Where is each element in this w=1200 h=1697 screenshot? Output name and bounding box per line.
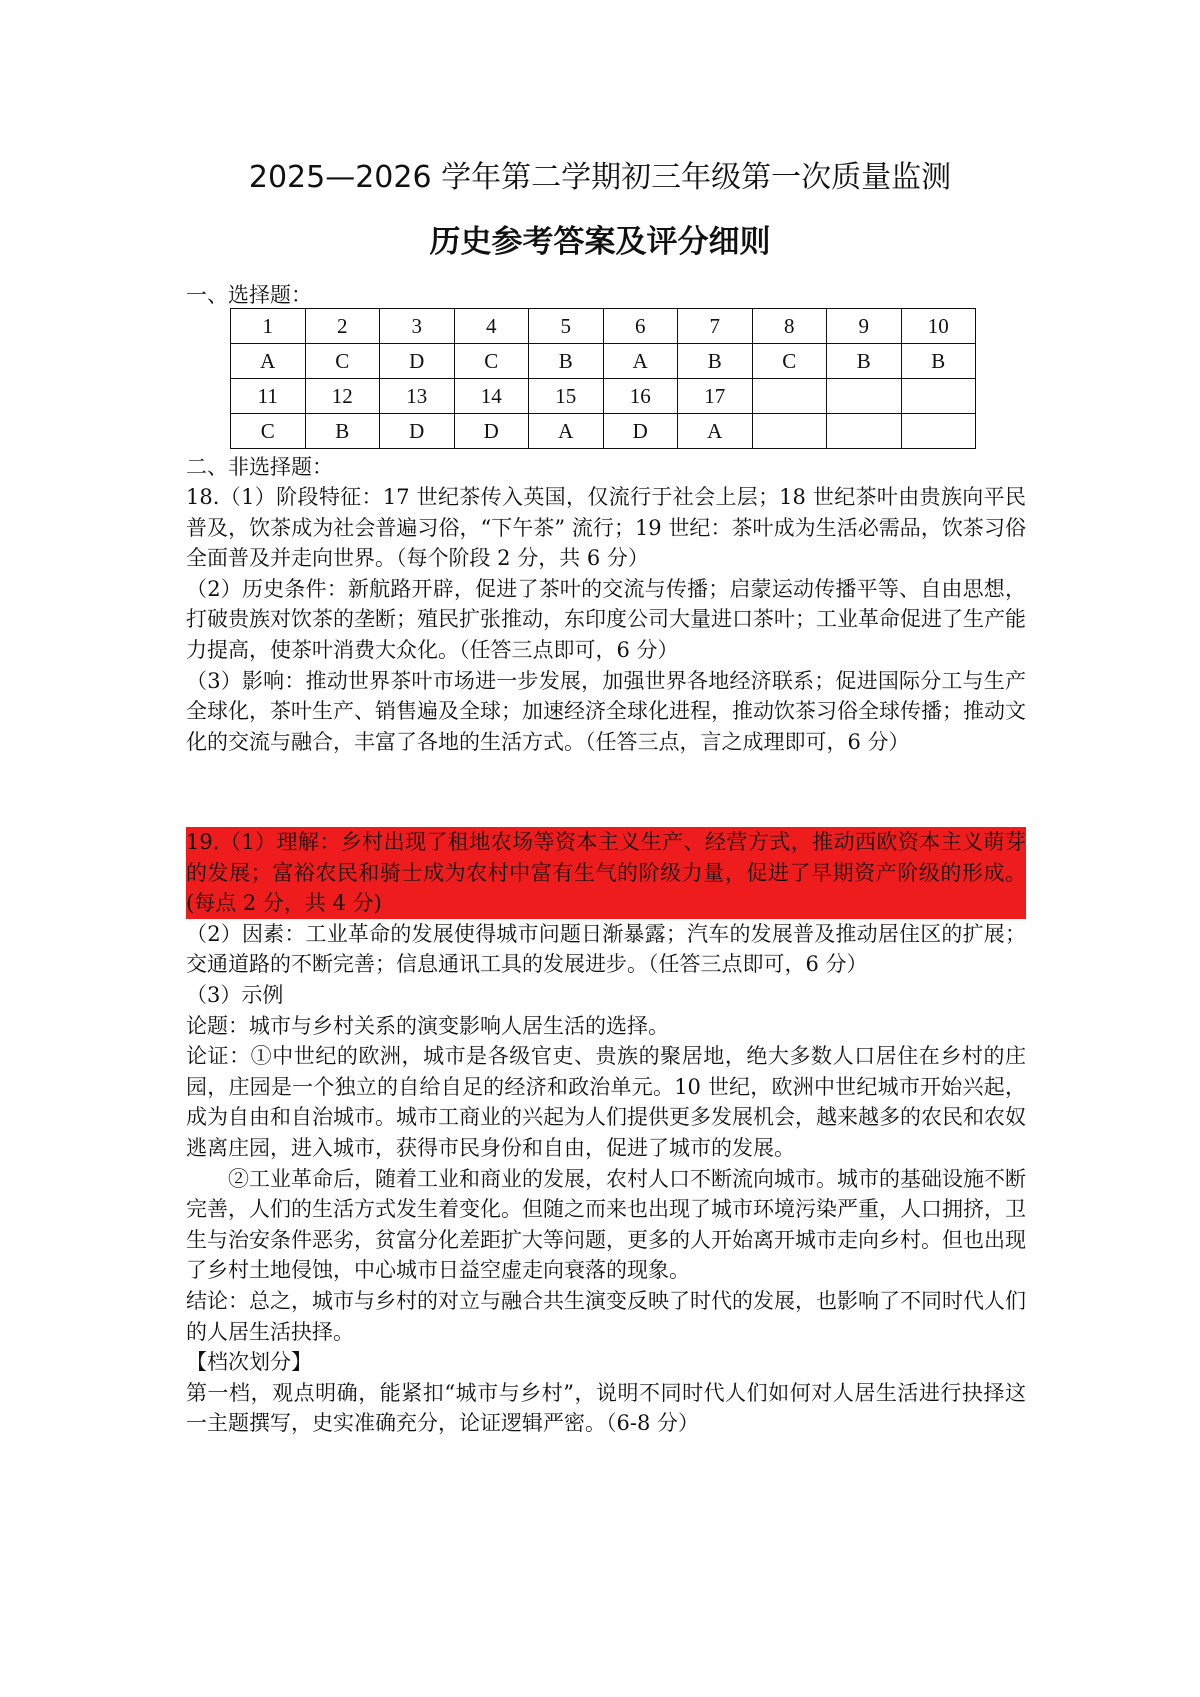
answer-table-cell: 1: [231, 309, 306, 344]
q19-grading-heading: 【档次划分】: [186, 1350, 312, 1375]
page-subtitle: 历史参考答案及评分细则: [429, 224, 771, 260]
q19-part2: （2）因素：工业革命的发展使得城市问题日渐暴露；汽车的发展普及推动居住区的扩展；交通道路的不断完善；信息通讯工具的发展进步。（任答三点即可，6 分）: [186, 921, 1026, 977]
question-19-answer: [186, 827, 1026, 1439]
question-18-answer: [186, 482, 1026, 757]
q19-argument-1: 论证：①中世纪的欧洲，城市是各级官吏、贵族的聚居地，绝大多数人口居住在乡村的庄园，庄园是一个独立的自给自足的经济和政治单元。10 世纪，欧洲中世纪城市开始兴起，成为自由和自治城市。城市工商业的兴起为人们提供更多发展机会，越来越多的农民和农奴逃离庄园，进入城市，获得市民身份和自由，促进了城市的发展。: [186, 1044, 1026, 1160]
answer-table-cell: C: [752, 344, 827, 379]
answer-table-cell: 9: [827, 309, 902, 344]
answer-table-cell: A: [678, 414, 753, 449]
answer-table-cell: B: [305, 414, 380, 449]
answer-table-number-row: [231, 309, 976, 344]
answer-table-cell: D: [454, 414, 529, 449]
answer-table-cell: B: [529, 344, 604, 379]
answer-table-cell: A: [231, 344, 306, 379]
q18-part2: （2）历史条件：新航路开辟，促进了茶叶的交流与传播；启蒙运动传播平等、自由思想，打破贵族对饮茶的垄断；殖民扩张推动，东印度公司大量进口茶叶；工业革命促进了生产能力提高，使茶叶消费大众化。（任答三点即可，6 分）: [186, 576, 1026, 662]
answer-table-cell: D: [603, 414, 678, 449]
section-heading-nonchoice: 二、非选择题：: [186, 455, 333, 479]
answer-table-cell: [827, 379, 902, 414]
answer-table-cell: A: [529, 414, 604, 449]
answer-table-cell: 17: [678, 379, 753, 414]
answer-table-cell: B: [678, 344, 753, 379]
answer-table-cell: 2: [305, 309, 380, 344]
q19-conclusion: 结论：总之，城市与乡村的对立与融合共生演变反映了时代的发展，也影响了不同时代人们的人居生活抉择。: [186, 1288, 1026, 1344]
answer-table-cell: 14: [454, 379, 529, 414]
answer-table-cell: 4: [454, 309, 529, 344]
q19-grading-level-1: 第一档，观点明确，能紧扣“城市与乡村”，说明不同时代人们如何对人居生活进行抉择这一主题撰写，史实准确充分，论证逻辑严密。（6-8 分）: [186, 1380, 1026, 1436]
answer-table-cell: 10: [901, 309, 976, 344]
q19-part1-highlighted: 19.（1）理解：乡村出现了租地农场等资本主义生产、经营方式，推动西欧资本主义萌芽的发展；富裕农民和骑士成为农村中富有生气的阶级力量，促进了早期资产阶级的形成。(每点 2 分，共 4 分): [186, 827, 1026, 919]
answer-table-cell: 13: [380, 379, 455, 414]
q18-part1: 18.（1）阶段特征：17 世纪茶传入英国，仅流行于社会上层；18 世纪茶叶由贵族向平民普及，饮茶成为社会普遍习俗，“下午茶” 流行；19 世纪：茶叶成为生活必需品，饮茶习俗全面普及并走向世界。（每个阶段 2 分，共 6 分）: [186, 485, 1026, 571]
answer-table-cell: [752, 414, 827, 449]
answer-table-cell: B: [827, 344, 902, 379]
page-title: 2025—2026 学年第二学期初三年级第一次质量监测: [248, 160, 952, 195]
answer-table: [230, 308, 976, 449]
answer-table-answer-row: [231, 414, 976, 449]
answer-table-cell: 11: [231, 379, 306, 414]
answer-table-answer-row: [231, 344, 976, 379]
answer-table-cell: 3: [380, 309, 455, 344]
answer-table-cell: C: [231, 414, 306, 449]
answer-table-cell: A: [603, 344, 678, 379]
answer-table-cell: D: [380, 414, 455, 449]
q19-thesis: 论题：城市与乡村关系的演变影响人居生活的选择。: [186, 1013, 669, 1038]
q19-part3-label: （3）示例: [186, 982, 284, 1007]
answer-table-number-row: [231, 379, 976, 414]
answer-table-cell: B: [901, 344, 976, 379]
answer-table-cell: C: [454, 344, 529, 379]
answer-table-cell: [901, 379, 976, 414]
answer-table-cell: 16: [603, 379, 678, 414]
answer-table-cell: 15: [529, 379, 604, 414]
answer-table-cell: 5: [529, 309, 604, 344]
answer-table-cell: [901, 414, 976, 449]
answer-table-cell: [827, 414, 902, 449]
answer-table-cell: 8: [752, 309, 827, 344]
answer-table-cell: 7: [678, 309, 753, 344]
q19-argument-2: ②工业革命后，随着工业和商业的发展，农村人口不断流向城市。城市的基础设施不断完善，人们的生活方式发生着变化。但随之而来也出现了城市环境污染严重，人口拥挤，卫生与治安条件恶劣，贫富分化差距扩大等问题，更多的人开始离开城市走向乡村。但也出现了乡村土地侵蚀，中心城市日益空虚走向衰落的现象。: [186, 1166, 1026, 1283]
section-heading-choice: 一、选择题：: [186, 283, 312, 307]
answer-table-cell: D: [380, 344, 455, 379]
answer-table-cell: 6: [603, 309, 678, 344]
answer-table-cell: [752, 379, 827, 414]
answer-table-cell: C: [305, 344, 380, 379]
q18-part3: （3）影响：推动世界茶叶市场进一步发展，加强世界各地经济联系；促进国际分工与生产全球化，茶叶生产、销售遍及全球；加速经济全球化进程，推动饮茶习俗全球传播；推动文化的交流与融合，丰富了各地的生活方式。（任答三点，言之成理即可，6 分）: [186, 668, 1026, 754]
answer-table-cell: 12: [305, 379, 380, 414]
